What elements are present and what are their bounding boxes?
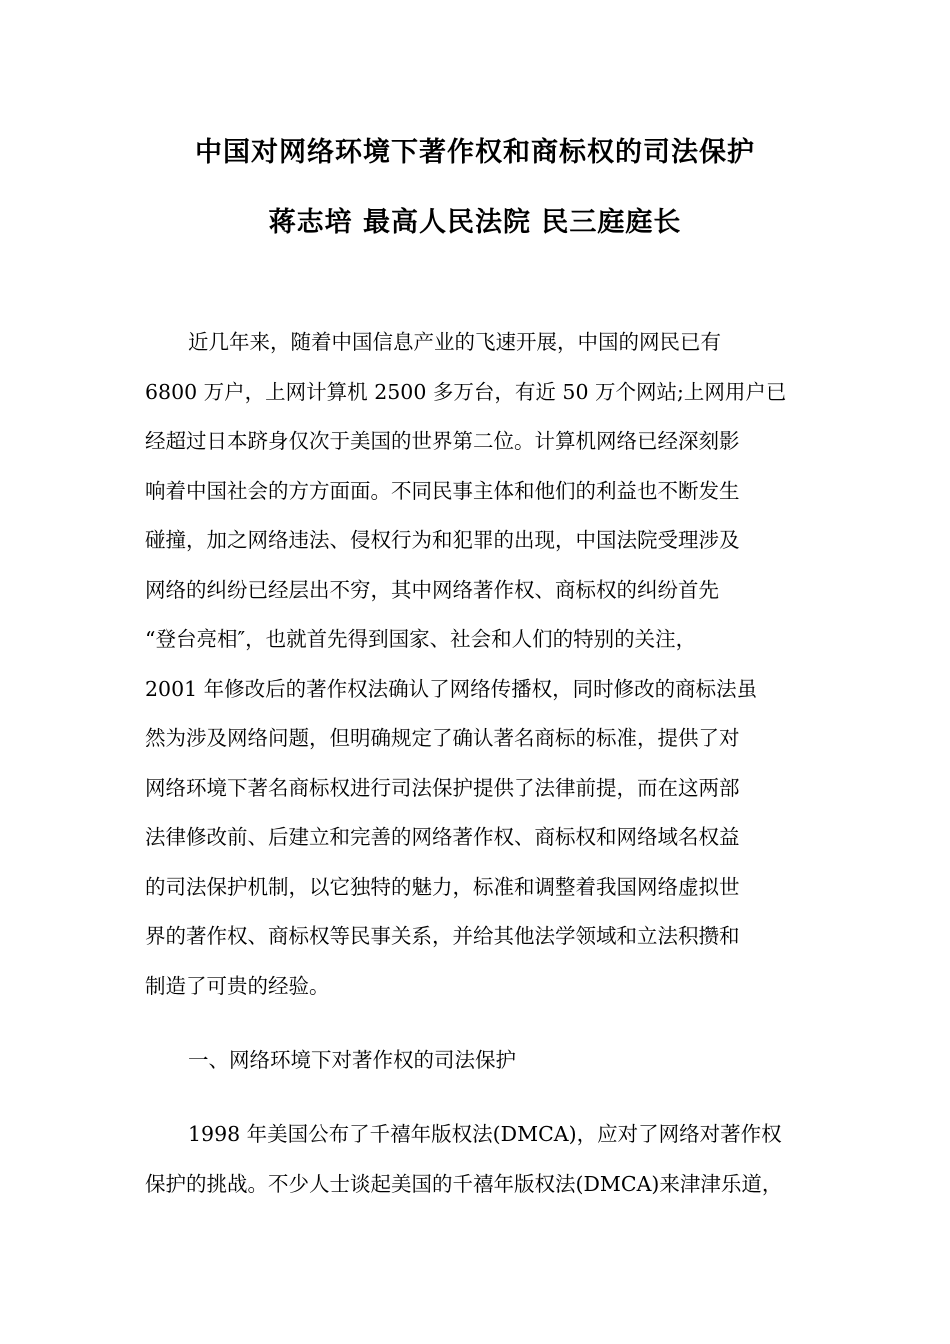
document-title: 中国对网络环境下著作权和商标权的司法保护 bbox=[195, 137, 755, 168]
paragraph-line: 网络的纠纷已经层出不穷，其中网络著作权、商标权的纠纷首先 bbox=[145, 577, 719, 602]
paragraph-line: 碰撞，加之网络违法、侵权行为和犯罪的出现，中国法院受理涉及 bbox=[145, 528, 740, 552]
document-subtitle: 蒋志培 最高人民法院 民三庭庭长 bbox=[268, 207, 682, 238]
paragraph-line: 保护的挑战。不少人士谈起美国的千禧年版权法(DMCA)来津津乐道， bbox=[145, 1171, 783, 1196]
paragraph-line: 的司法保护机制，以它独特的魅力，标准和调整着我国网络虚拟世 bbox=[145, 874, 740, 899]
section-heading-text: 一、网络环境下对著作权的司法保护 bbox=[188, 1048, 516, 1072]
paragraph-line: 经超过日本跻身仅次于美国的世界第二位。计算机网络已经深刻影 bbox=[145, 429, 740, 453]
paragraph-line: 制造了可贵的经验。 bbox=[145, 973, 330, 998]
paragraph-line: 6800 万户，上网计算机 2500 多万台，有近 50 万个网站;上网用户已 bbox=[145, 379, 787, 404]
paragraph-dmca bbox=[145, 1110, 810, 1209]
section-heading bbox=[145, 1036, 810, 1086]
paragraph-line: “登台亮相″，也就首先得到国家、社会和人们的特别的关注， bbox=[145, 627, 697, 651]
paragraph-intro bbox=[145, 318, 810, 1011]
paragraph-line: 响着中国社会的方方面面。不同民事主体和他们的利益也不断发生 bbox=[145, 478, 740, 503]
paragraph-line: 然为涉及网络问题，但明确规定了确认著名商标的标准，提供了对 bbox=[145, 726, 740, 750]
paragraph-line: 近几年来，随着中国信息产业的飞速开展，中国的网民已有 bbox=[188, 330, 721, 354]
paragraph-line: 1998 年美国公布了千禧年版权法(DMCA)，应对了网络对著作权 bbox=[188, 1122, 782, 1146]
paragraph-line: 界的著作权、商标权等民事关系，并给其他法学领域和立法积攒和 bbox=[145, 924, 740, 948]
paragraph-line: 网络环境下著名商标权进行司法保护提供了法律前提，而在这两部 bbox=[145, 775, 740, 800]
paragraph-line: 法律修改前、后建立和完善的网络著作权、商标权和网络域名权益 bbox=[145, 825, 740, 849]
paragraph-line: 2001 年修改后的著作权法确认了网络传播权，同时修改的商标法虽 bbox=[145, 676, 758, 701]
